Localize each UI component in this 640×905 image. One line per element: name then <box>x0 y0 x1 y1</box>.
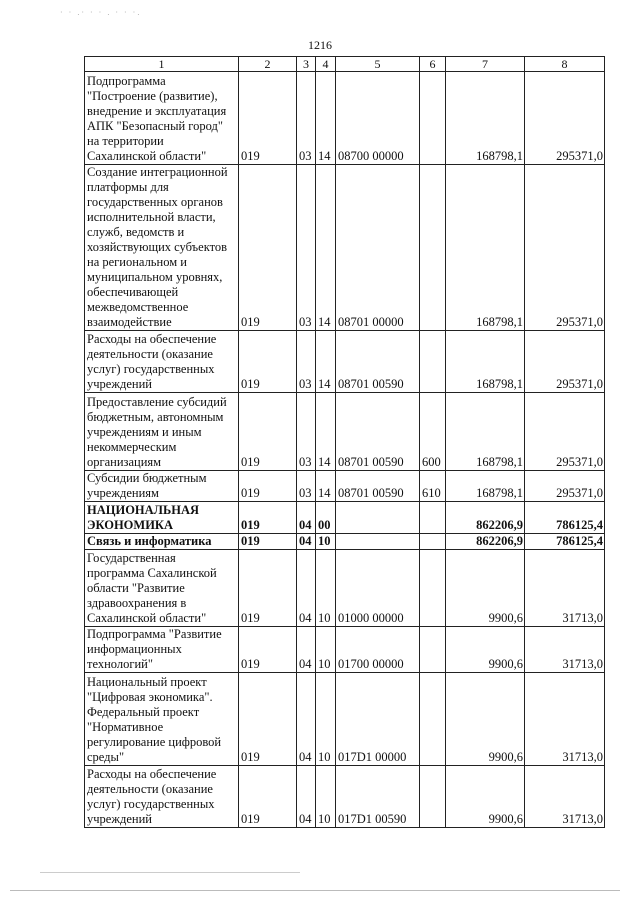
row-amount-year1: 862206,9 <box>446 502 525 534</box>
table-row <box>85 72 605 165</box>
row-expense-type <box>420 534 446 550</box>
row-expense-type: 600 <box>420 393 446 471</box>
row-name: Подпрограмма "Построение (развитие), внедрение и эксплуатация АПК "Безопасный город" на территории Сахалинской области" <box>85 72 239 165</box>
table-row <box>85 331 605 393</box>
row-section: 04 <box>297 766 316 828</box>
row-expense-type: 610 <box>420 471 446 502</box>
row-subsection: 14 <box>316 72 336 165</box>
row-amount-year1: 168798,1 <box>446 393 525 471</box>
row-amount-year2: 295371,0 <box>525 72 605 165</box>
row-amount-year1: 862206,9 <box>446 534 525 550</box>
row-subsection: 10 <box>316 550 336 627</box>
row-amount-year2: 786125,4 <box>525 534 605 550</box>
row-target-article: 01700 00000 <box>336 627 420 673</box>
table-row <box>85 502 605 534</box>
col-header: 3 <box>297 57 316 72</box>
col-header: 7 <box>446 57 525 72</box>
row-amount-year1: 9900,6 <box>446 627 525 673</box>
row-section: 03 <box>297 471 316 502</box>
table-row <box>85 766 605 828</box>
row-amount-year2: 295371,0 <box>525 331 605 393</box>
row-amount-year1: 9900,6 <box>446 550 525 627</box>
row-subsection: 00 <box>316 502 336 534</box>
row-section: 04 <box>297 534 316 550</box>
row-amount-year1: 168798,1 <box>446 331 525 393</box>
table-row <box>85 550 605 627</box>
row-expense-type <box>420 627 446 673</box>
page-number: 1216 <box>308 38 332 52</box>
row-expense-type <box>420 331 446 393</box>
row-name: Создание интеграционной платформы для государственных органов исполнительной власти, служб, ведомств и хозяйствующих субъектов на региональном и муниципальном уровнях, обеспечивающей межведомственное взаимодействие <box>85 165 239 331</box>
row-amount-year2: 295371,0 <box>525 471 605 502</box>
row-gr: 019 <box>239 165 297 331</box>
col-header: 8 <box>525 57 605 72</box>
row-amount-year2: 295371,0 <box>525 165 605 331</box>
row-gr: 019 <box>239 766 297 828</box>
table-row <box>85 165 605 331</box>
row-subsection: 10 <box>316 534 336 550</box>
row-section: 03 <box>297 72 316 165</box>
row-gr: 019 <box>239 502 297 534</box>
row-amount-year2: 31713,0 <box>525 673 605 766</box>
table-row <box>85 393 605 471</box>
row-target-article: 08700 00000 <box>336 72 420 165</box>
row-expense-type <box>420 72 446 165</box>
table-row <box>85 627 605 673</box>
row-amount-year2: 295371,0 <box>525 393 605 471</box>
row-target-article: 08701 00590 <box>336 393 420 471</box>
row-name: Государственная программа Сахалинской области "Развитие здравоохранения в Сахалинской области" <box>85 550 239 627</box>
row-name: Связь и информатика <box>85 534 239 550</box>
row-name: Расходы на обеспечение деятельности (оказание услуг) государственных учреждений <box>85 766 239 828</box>
row-gr: 019 <box>239 72 297 165</box>
row-expense-type <box>420 550 446 627</box>
row-expense-type <box>420 673 446 766</box>
row-expense-type <box>420 766 446 828</box>
scan-edge-line <box>10 890 620 891</box>
row-subsection: 10 <box>316 627 336 673</box>
col-header: 6 <box>420 57 446 72</box>
header-row <box>85 57 605 72</box>
row-name: Подпрограмма "Развитие информационных технологий" <box>85 627 239 673</box>
row-section: 03 <box>297 331 316 393</box>
row-section: 04 <box>297 673 316 766</box>
col-header: 1 <box>85 57 239 72</box>
row-expense-type <box>420 502 446 534</box>
row-amount-year1: 9900,6 <box>446 766 525 828</box>
scan-edge-line <box>40 872 300 873</box>
row-gr: 019 <box>239 627 297 673</box>
row-target-article: 01000 00000 <box>336 550 420 627</box>
row-amount-year1: 168798,1 <box>446 165 525 331</box>
row-amount-year1: 168798,1 <box>446 72 525 165</box>
row-expense-type <box>420 165 446 331</box>
row-name: Расходы на обеспечение деятельности (оказание услуг) государственных учреждений <box>85 331 239 393</box>
row-amount-year2: 31713,0 <box>525 627 605 673</box>
col-header: 5 <box>336 57 420 72</box>
row-target-article: 017D1 00590 <box>336 766 420 828</box>
row-section: 03 <box>297 165 316 331</box>
row-section: 04 <box>297 550 316 627</box>
row-target-article: 08701 00590 <box>336 471 420 502</box>
row-gr: 019 <box>239 331 297 393</box>
row-gr: 019 <box>239 550 297 627</box>
row-subsection: 14 <box>316 471 336 502</box>
row-target-article: 08701 00000 <box>336 165 420 331</box>
row-gr: 019 <box>239 393 297 471</box>
col-header: 4 <box>316 57 336 72</box>
row-target-article <box>336 502 420 534</box>
row-section: 04 <box>297 627 316 673</box>
row-amount-year2: 31713,0 <box>525 550 605 627</box>
row-name: Предоставление субсидий бюджетным, автономным учреждениям и иным некоммерческим организациям <box>85 393 239 471</box>
row-gr: 019 <box>239 673 297 766</box>
row-name: НАЦИОНАЛЬНАЯ ЭКОНОМИКА <box>85 502 239 534</box>
row-subsection: 10 <box>316 673 336 766</box>
table-row <box>85 471 605 502</box>
row-target-article: 017D1 00000 <box>336 673 420 766</box>
row-target-article: 08701 00590 <box>336 331 420 393</box>
table-row <box>85 534 605 550</box>
row-target-article <box>336 534 420 550</box>
row-amount-year2: 31713,0 <box>525 766 605 828</box>
row-subsection: 10 <box>316 766 336 828</box>
row-name: Субсидии бюджетным учреждениям <box>85 471 239 502</box>
table-row <box>85 673 605 766</box>
row-subsection: 14 <box>316 331 336 393</box>
scan-noise: · · .· · · . · · ·. <box>60 8 142 17</box>
row-subsection: 14 <box>316 393 336 471</box>
row-gr: 019 <box>239 534 297 550</box>
row-section: 03 <box>297 393 316 471</box>
row-amount-year1: 9900,6 <box>446 673 525 766</box>
row-amount-year2: 786125,4 <box>525 502 605 534</box>
budget-table <box>84 56 605 828</box>
row-name: Национальный проект "Цифровая экономика". Федеральный проект "Нормативное регулирование цифровой среды" <box>85 673 239 766</box>
col-header: 2 <box>239 57 297 72</box>
row-amount-year1: 168798,1 <box>446 471 525 502</box>
row-subsection: 14 <box>316 165 336 331</box>
row-section: 04 <box>297 502 316 534</box>
row-gr: 019 <box>239 471 297 502</box>
